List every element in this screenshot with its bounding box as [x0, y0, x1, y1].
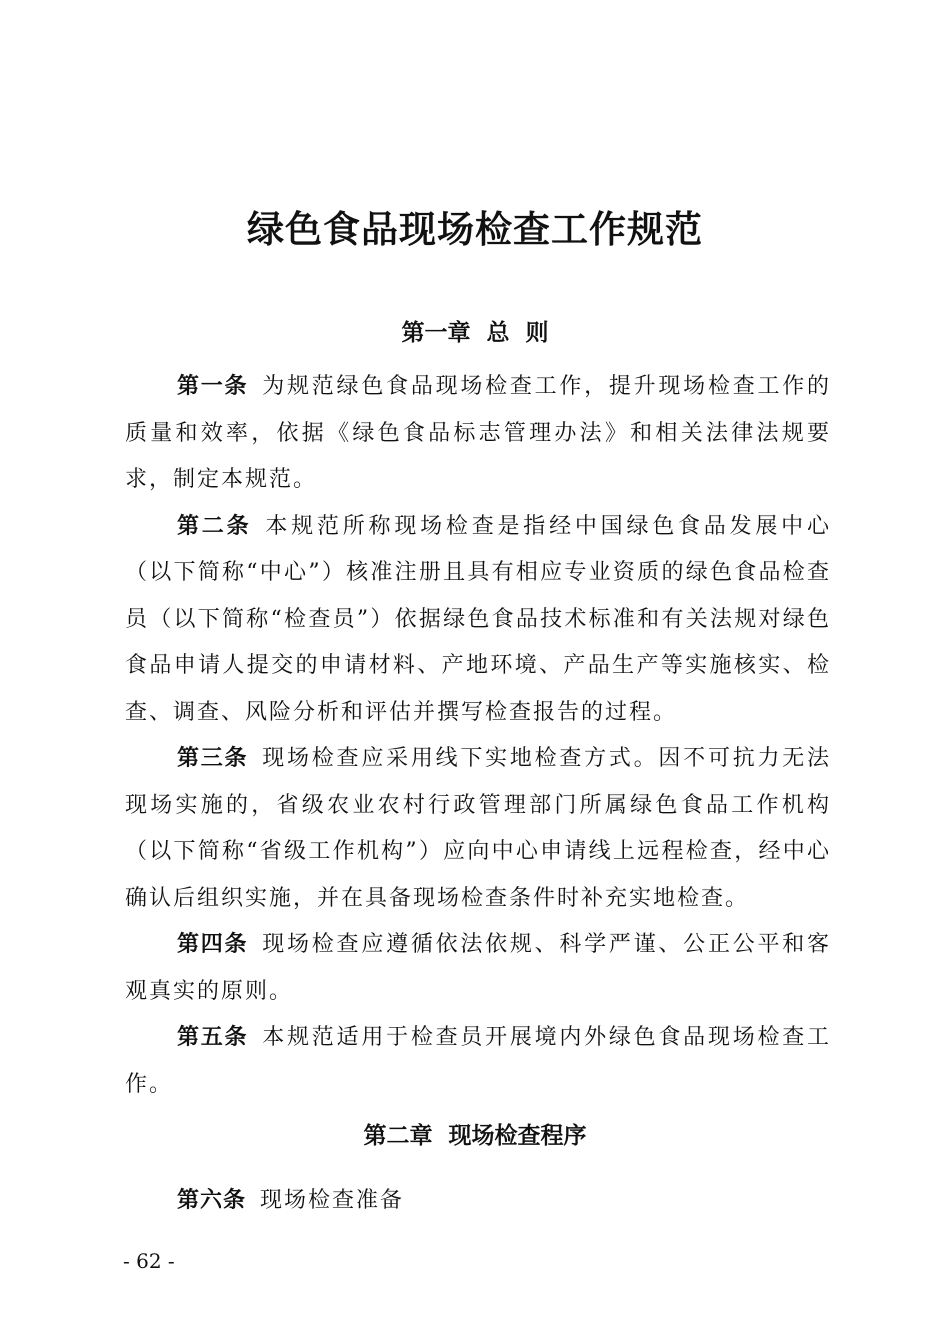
article-6	[125, 1178, 831, 1225]
article-3	[125, 736, 831, 922]
chapter-heading-2: 第二章 现场检查程序	[363, 1123, 587, 1149]
article-label: 第一条	[177, 374, 249, 399]
document-title: 绿色食品现场检查工作规范	[247, 208, 703, 251]
article-4	[125, 922, 831, 1015]
article-text: 现场检查应采用线下实地检查方式。因不可抗力无法现场实施的，省级农业农村行政管理部门所属绿色食品工作机构（以下简称“省级工作机构”）应向中心申请线上远程检查，经中心确认后组织实施，并在具备现场检查条件时补充实地检查。	[125, 746, 831, 911]
article-text: 本规范适用于检查员开展境内外绿色食品现场检查工作。	[125, 1025, 831, 1097]
article-text: 本规范所称现场检查是指经中国绿色食品发展中心（以下简称“中心”）核准注册且具有相应专业资质的绿色食品检查员（以下简称“检查员”）依据绿色食品技术标准和有关法规对绿色食品申请人提交的申请材料、产地环境、产品生产等实施核实、检查、调查、风险分析和评估并撰写检查报告的过程。	[125, 513, 831, 725]
article-label: 第四条	[177, 932, 249, 957]
article-1	[125, 364, 831, 504]
article-text: 为规范绿色食品现场检查工作，提升现场检查工作的质量和效率，依据《绿色食品标志管理办法》和相关法律法规要求，制定本规范。	[125, 374, 831, 492]
chapter-heading-1: 第一章 总 则	[401, 320, 549, 346]
article-2	[125, 504, 831, 737]
page-number: - 62 -	[123, 1249, 175, 1273]
article-5	[125, 1015, 831, 1108]
article-text: 现场检查准备	[260, 1188, 405, 1213]
chapter-2-body	[125, 1178, 831, 1225]
article-text: 现场检查应遵循依法依规、科学严谨、公正公平和客观真实的原则。	[125, 932, 831, 1004]
chapter-1-body	[125, 364, 831, 1108]
article-label: 第五条	[177, 1025, 249, 1050]
article-label: 第六条	[177, 1188, 247, 1213]
article-label: 第二条	[177, 513, 252, 539]
article-label: 第三条	[177, 746, 249, 771]
